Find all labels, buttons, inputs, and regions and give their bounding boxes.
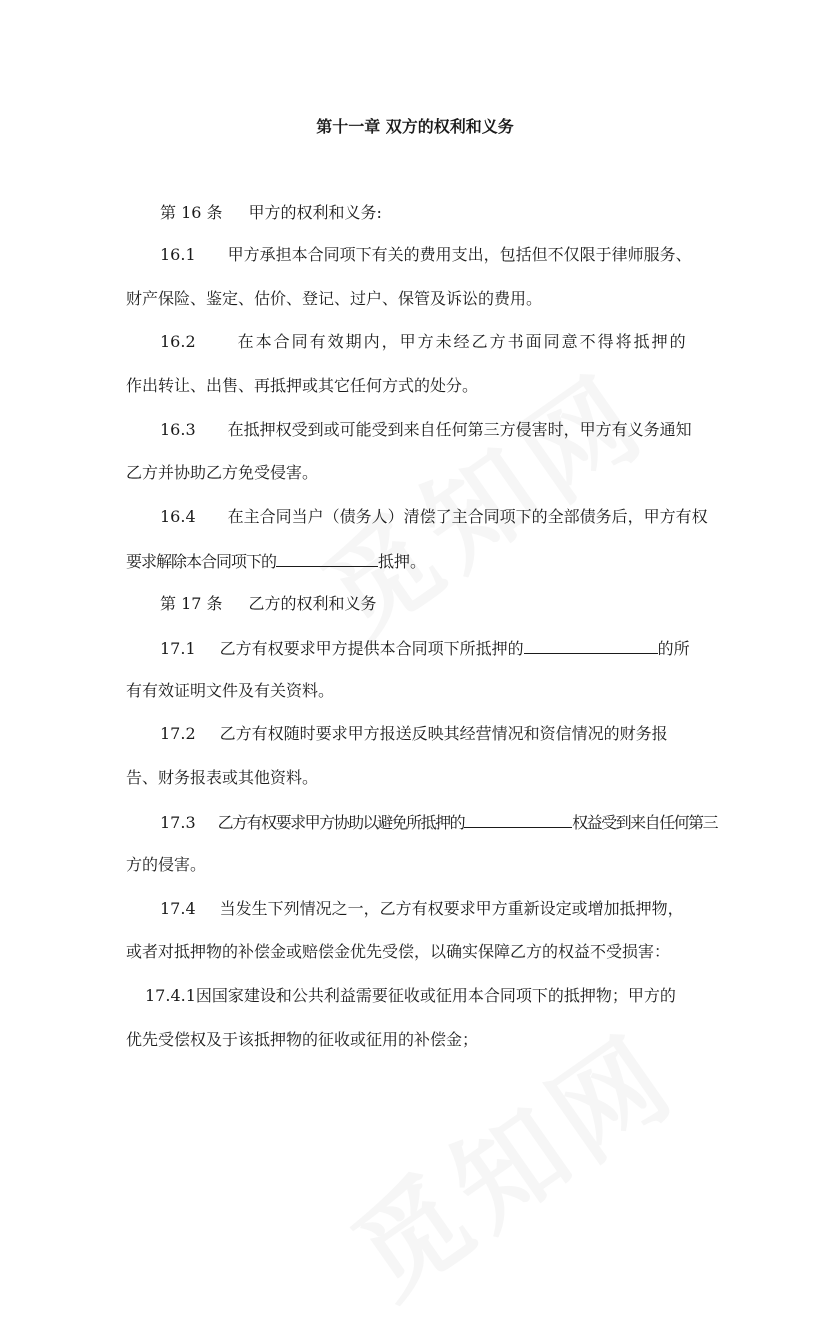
clause-number: 17.3 [160, 813, 196, 832]
paragraph-16-1-line1 [160, 243, 692, 267]
paragraph-17-1-line2: 有有效证明文件及有关资料。 [126, 681, 335, 700]
paragraph-16-3-line2: 乙方并协助乙方免受侵害。 [126, 463, 319, 482]
clause-number: 16.3 [160, 420, 196, 439]
paragraph-17-3-line1 [160, 809, 717, 835]
clause-text: 乙方有权要求甲方协助以避免所抵押的 [217, 813, 465, 832]
paragraph-17-2-line1 [160, 722, 668, 746]
paragraph-17-4-1-line1 [145, 984, 676, 1008]
paragraph-17-3-line2: 方的侵害。 [126, 855, 207, 874]
blank-field [524, 635, 658, 654]
clause-text: 当发生下列情况之一，乙方有权要求甲方重新设定或增加抵押物， [219, 899, 684, 918]
chapter-title: 第十一章 双方的权利和义务 [316, 117, 514, 136]
clause-text: 的所 [657, 639, 690, 658]
clause-number: 16.4 [160, 507, 196, 526]
clause-text: 在主合同当户（债务人）清偿了主合同项下的全部债务后，甲方有权 [227, 507, 708, 526]
clause-text: 要求解除本合同项下的 [126, 552, 277, 571]
clause-text: 抵押。 [378, 552, 427, 571]
clause-text: 乙方有权随时要求甲方报送反映其经营情况和资信情况的财务报 [219, 724, 668, 743]
clause-number: 17.4 [160, 899, 196, 918]
clause-text: 在抵押权受到或可能受到来自任何第三方侵害时，甲方有义务通知 [227, 420, 692, 439]
clause-number: 16.2 [160, 332, 196, 351]
clause-number: 17.4.1 [145, 986, 196, 1005]
article-heading: 乙方的权利和义务 [248, 594, 377, 613]
clause-number: 16.1 [160, 245, 196, 264]
clause-text: 甲方承担本合同项下有关的费用支出，包括但不仅限于律师服务、 [227, 245, 692, 264]
article-16-heading [160, 201, 382, 225]
article-label: 第 16 条 [160, 203, 223, 222]
paragraph-17-4-line2: 或者对抵押物的补偿金或赔偿金优先受偿，以确实保障乙方的权益不受损害： [126, 942, 671, 961]
paragraph-16-2-line2: 作出转让、出售、再抵押或其它任何方式的处分。 [126, 376, 479, 395]
paragraph-16-1-line2: 财产保险、鉴定、估价、登记、过户、保管及诉讼的费用。 [126, 289, 543, 308]
paragraph-17-1-line1 [160, 635, 690, 661]
paragraph-16-4-line1 [160, 505, 708, 529]
clause-text: 因国家建设和公共利益需要征收或征用本合同项下的抵押物；甲方的 [195, 986, 676, 1005]
paragraph-17-4-1-line2: 优先受偿权及于该抵押物的征收或征用的补偿金； [126, 1030, 479, 1049]
article-label: 第 17 条 [160, 594, 223, 613]
blank-field [276, 548, 378, 567]
clause-text: 乙方有权要求甲方提供本合同项下所抵押的 [219, 639, 524, 658]
article-17-heading [160, 592, 377, 616]
paragraph-17-2-line2: 告、财务报表或其他资料。 [126, 768, 319, 787]
clause-number: 17.1 [160, 639, 196, 658]
clause-number: 17.2 [160, 724, 196, 743]
paragraph-16-3-line1 [160, 418, 692, 442]
paragraph-16-4-line2 [126, 548, 426, 574]
clause-text: 在本合同有效期内，甲方未经乙方书面同意不得将抵押的 [237, 332, 688, 351]
clause-text: 权益受到来自任何第三 [572, 813, 718, 832]
blank-field [464, 809, 572, 828]
paragraph-17-4-line1 [160, 897, 684, 921]
paragraph-16-2-line1 [160, 330, 688, 354]
article-heading: 甲方的权利和义务: [248, 203, 382, 222]
